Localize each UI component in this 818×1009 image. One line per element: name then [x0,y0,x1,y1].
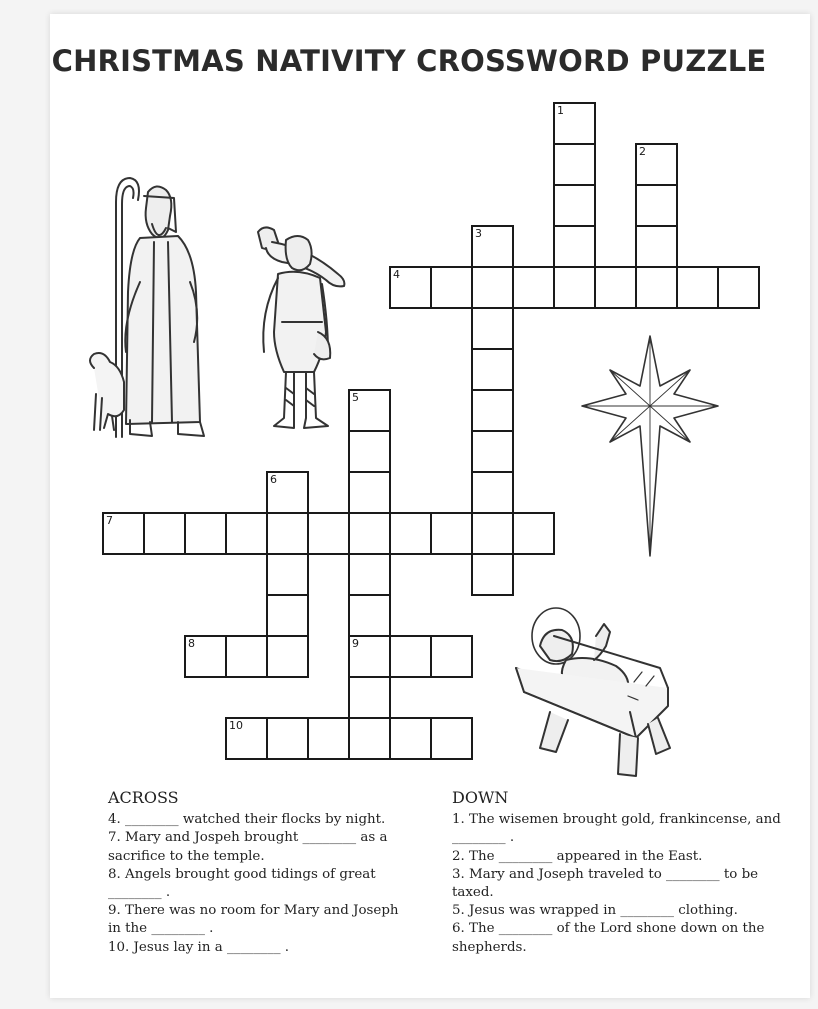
grid-cell[interactable] [348,676,391,719]
grid-cell[interactable] [471,225,514,268]
grid-cell[interactable] [348,594,391,637]
clue-down-6: 6. The ________ of the Lord shone down on the shepherds. [452,921,765,955]
grid-cell[interactable] [348,471,391,514]
grid-cell[interactable] [553,225,596,268]
grid-cell[interactable] [102,512,145,555]
grid-cell[interactable] [430,512,473,555]
grid-cell[interactable] [143,512,186,555]
grid-cell[interactable] [512,512,555,555]
grid-cell[interactable] [348,635,391,678]
grid-cell[interactable] [348,553,391,596]
grid-cell[interactable] [266,471,309,514]
clue-number: 6 [270,473,277,486]
grid-cell[interactable] [389,512,432,555]
grid-cell[interactable] [389,635,432,678]
page-title: CHRISTMAS NATIVITY CROSSWORD PUZZLE [51,44,767,78]
grid-cell[interactable] [471,471,514,514]
grid-cell[interactable] [430,717,473,760]
grid-cell[interactable] [430,635,473,678]
across-heading: ACROSS [108,788,179,807]
grid-cell[interactable] [471,307,514,350]
clue-number: 7 [106,514,113,527]
clue-number: 8 [188,637,195,650]
grid-cell[interactable] [512,266,555,309]
clue-down-2: 2. The ________ appeared in the East. [452,848,703,864]
grid-cell[interactable] [225,717,268,760]
grid-cell[interactable] [553,266,596,309]
grid-cell[interactable] [635,225,678,268]
clue-number: 1 [557,104,564,117]
grid-cell[interactable] [348,389,391,432]
grid-cell[interactable] [348,717,391,760]
clue-across-8: 8. Angels brought good tidings of great ________ . [108,866,376,901]
across-clues [108,789,408,957]
grid-cell[interactable] [266,717,309,760]
grid-cell[interactable] [471,512,514,555]
grid-cell[interactable] [594,266,637,309]
grid-cell[interactable] [553,102,596,145]
clue-across-7: 7. Mary and Jospeh brought ________ as a sacrifice to the temple. [108,830,388,864]
grid-cell[interactable] [266,512,309,555]
grid-cell[interactable] [225,512,268,555]
clue-down-1: 1. The wisemen brought gold, frankincense, and ________ . [452,812,781,846]
clue-across-4: 4. ________ watched their flocks by night. [108,812,386,828]
grid-cell[interactable] [307,717,350,760]
grid-cell[interactable] [471,348,514,391]
grid-cell[interactable] [430,266,473,309]
grid-cell[interactable] [348,512,391,555]
clue-number: 2 [639,145,646,158]
shepherd-icon [82,172,217,444]
clue-number: 4 [393,268,400,281]
clue-down-5: 5. Jesus was wrapped in ________ clothing. [452,903,738,919]
clue-across-9: 9. There was no room for Mary and Joseph in the ________ . [108,903,399,937]
grid-cell[interactable] [266,594,309,637]
grid-cell[interactable] [471,389,514,432]
shepherd-boy-icon [248,222,353,440]
down-clues [452,789,782,957]
grid-cell[interactable] [676,266,719,309]
manger-icon [510,602,680,782]
grid-cell[interactable] [266,553,309,596]
grid-cell[interactable] [553,184,596,227]
grid-cell[interactable] [225,635,268,678]
grid-cell[interactable] [635,266,678,309]
star-icon [578,334,723,559]
clue-number: 10 [229,719,243,732]
down-heading: DOWN [452,788,509,807]
grid-cell[interactable] [635,143,678,186]
grid-cell[interactable] [471,266,514,309]
clue-number: 9 [352,637,359,650]
grid-cell[interactable] [184,512,227,555]
clue-across-10: 10. Jesus lay in a ________ . [108,939,290,955]
clue-number: 3 [475,227,482,240]
grid-cell[interactable] [389,717,432,760]
grid-cell[interactable] [184,635,227,678]
grid-cell[interactable] [717,266,760,309]
grid-cell[interactable] [553,143,596,186]
grid-cell[interactable] [471,430,514,473]
clue-down-3: 3. Mary and Joseph traveled to ________ to be taxed. [452,866,759,901]
grid-cell[interactable] [635,184,678,227]
grid-cell[interactable] [348,430,391,473]
grid-cell[interactable] [266,635,309,678]
grid-cell[interactable] [471,553,514,596]
clue-number: 5 [352,391,359,404]
grid-cell[interactable] [389,266,432,309]
grid-cell[interactable] [307,512,350,555]
